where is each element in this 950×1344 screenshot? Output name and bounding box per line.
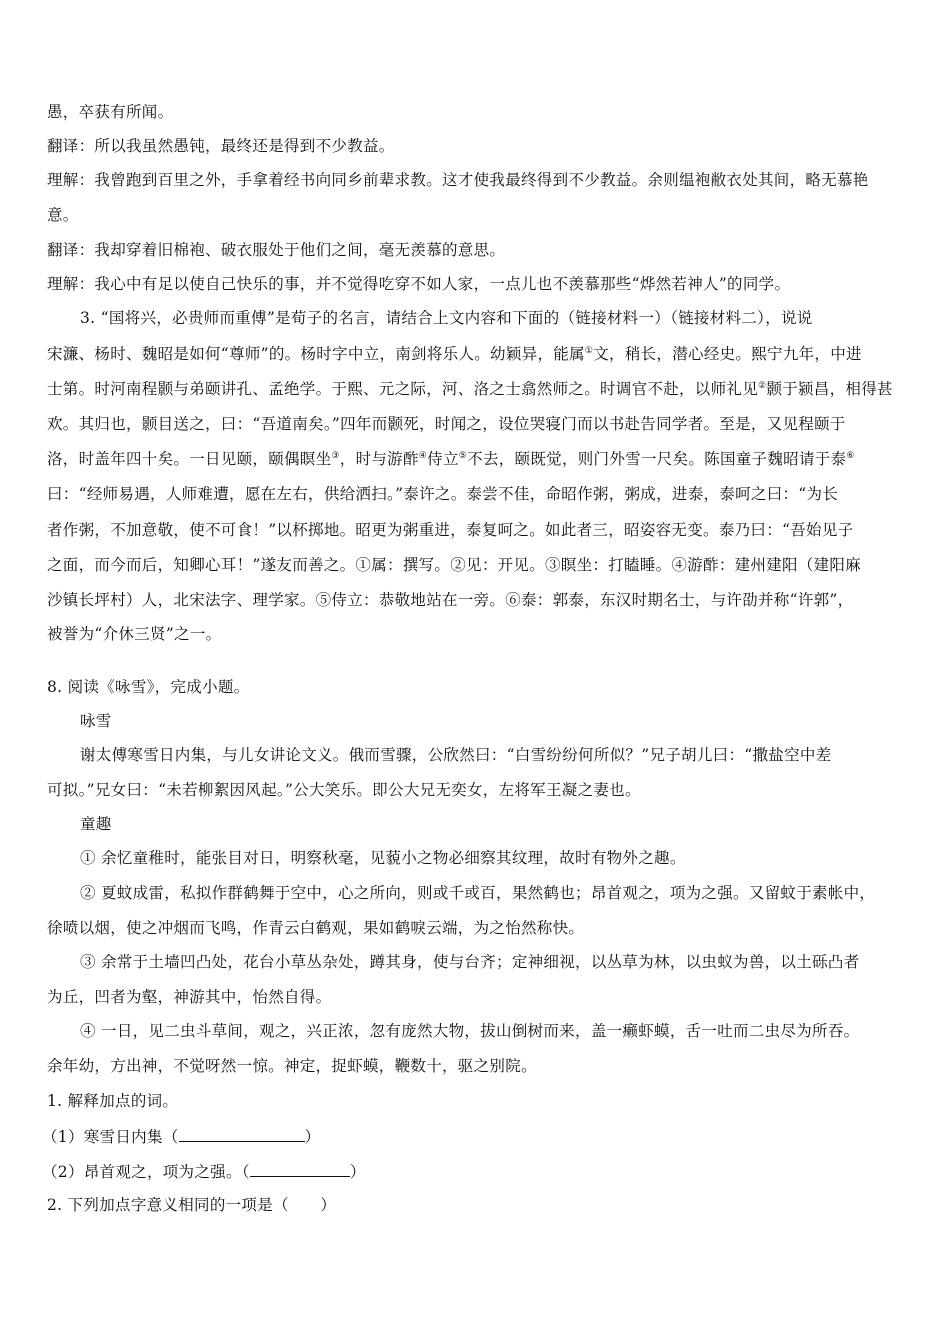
question-8-heading: 8. 阅读《咏雪》，完成小题。 bbox=[47, 678, 250, 696]
tongqu-paragraph-1: ① 余忆童稚时，能张目对日，明察秋毫，见藐小之物必细察其纹理，故时有物外之趣。 bbox=[80, 849, 686, 867]
footnote-marker: ⑤ bbox=[458, 450, 468, 461]
question-3-footnote-line: 之面，而今而后，知卿心耳！”遂友而善之。①属：撰写。②见：开见。③瞑坐：打瞌睡。④游酢：建州建阳（建阳麻 bbox=[47, 556, 862, 574]
understanding-line: 理解：我曾跑到百里之外，手拿着经书向同乡前辈求教。这才使我最终得到不少教益。余则缊袍敝衣处其间，略无慕艳 bbox=[47, 171, 869, 189]
tongqu-paragraph-4: ④ 一日，见二虫斗草间，观之，兴正浓，忽有庞然大物，拔山倒树而来，盖一癞虾蟆，舌一吐而二虫尽为所吞。 bbox=[80, 1022, 860, 1040]
text-segment: 侍立 bbox=[427, 450, 459, 468]
sub-question-1-label: 1. 解释加点的词。 bbox=[47, 1092, 179, 1110]
sub-question-1-item-2 bbox=[42, 1160, 366, 1182]
tongqu-paragraph-2-cont: 徐喷以烟，使之冲烟而飞鸣，作青云白鹤观，果如鹤唳云端，为之怡然称快。 bbox=[47, 919, 585, 937]
answer-blank[interactable] bbox=[179, 1125, 305, 1142]
question-3-text-line bbox=[47, 449, 855, 469]
translation-line: 翻译：我却穿着旧棉袍、破衣服处于他们之间，毫无羡慕的意思。 bbox=[47, 241, 506, 259]
answer-blank[interactable] bbox=[250, 1160, 350, 1177]
tongqu-paragraph-2: ② 夏蚊成雷，私拟作群鹤舞于空中，心之所向，则或千或百，果然鹤也；昂首观之，项为之强。又留蚊于素帐中， bbox=[80, 884, 876, 902]
passage-title-yongxue: 咏雪 bbox=[80, 712, 112, 730]
text-segment: 不去，颐既觉，则门外雪一尺矣。陈国童子魏昭请于泰 bbox=[467, 450, 847, 468]
question-3-footnote-line: 被誉为“介休三贤”之一。 bbox=[47, 625, 222, 643]
item-text: （1）寒雪日内集（ bbox=[42, 1128, 179, 1146]
question-3-text-line: 欢。其归也，颢目送之，曰：“吾道南矣。”四年而颢死，时闻之，设位哭寝门而以书赴告同学者。至是，又见程颐于 bbox=[47, 415, 846, 433]
text-segment: 士第。时河南程颢与弟颐讲孔、孟绝学。于熙、元之际，河、洛之士翕然师之。时调官不赴，以师礼见 bbox=[47, 380, 759, 398]
understanding-line: 理解：我心中有足以使自己快乐的事，并不觉得吃穿不如人家，一点儿也不羡慕那些“烨然若神人”的同学。 bbox=[47, 275, 791, 293]
translation-line: 翻译：所以我虽然愚钝，最终还是得到不少教益。 bbox=[47, 137, 395, 155]
footnote-marker: ④ bbox=[418, 450, 428, 461]
passage-title-tongqu: 童趣 bbox=[80, 815, 112, 833]
question-3-prompt: 3. “国将兴，必贵师而重傅”是荀子的名言，请结合上文内容和下面的（链接材料一）（链接材料二），说说 bbox=[80, 309, 813, 327]
text-segment: 颢于颍昌，相得甚 bbox=[766, 380, 893, 398]
question-3-footnote-line: 沙镇长坪村）人，北宋法字、理学家。⑤侍立：恭敬地站在一旁。⑥泰：郭泰，东汉时期名士，与许劭并称“许郭”， bbox=[47, 591, 854, 609]
footnote-marker: ③ bbox=[331, 450, 340, 461]
sub-question-1-item-1 bbox=[42, 1125, 320, 1147]
sub-question-2-label: 2. 下列加点字意义相同的一项是（ ） bbox=[47, 1196, 337, 1214]
item-text: ） bbox=[349, 1163, 366, 1181]
text-line: 愚，卒获有所闻。 bbox=[47, 103, 174, 121]
text-segment: ，时与游酢 bbox=[339, 450, 419, 468]
text-segment: 洛，时盖年四十矣。一日见颐，颐偶瞑坐 bbox=[47, 450, 332, 468]
question-3-text-line: 者作粥，不加意敬，使不可食！”以杯掷地。昭更为粥重进，泰复呵之。如此者三，昭姿容无变。泰乃曰：“吾始见子 bbox=[47, 521, 854, 539]
yongxue-text-line: 谢太傅寒雪日内集，与儿女讲论文义。俄而雪骤，公欣然曰：“白雪纷纷何所似？”兄子胡儿曰：“撒盐空中差 bbox=[80, 746, 832, 764]
tongqu-paragraph-4-cont: 余年幼，方出神，不觉呀然一惊。神定，捉虾蟆，鞭数十，驱之别院。 bbox=[47, 1057, 537, 1075]
tongqu-paragraph-3-cont: 为丘，凹者为壑，神游其中，怡然自得。 bbox=[47, 988, 332, 1006]
footnote-marker: ⑥ bbox=[846, 450, 855, 461]
text-segment: 文，稍长，潜心经史。熙宁九年，中进 bbox=[593, 345, 862, 363]
question-3-text-line bbox=[47, 344, 862, 364]
footnote-marker: ① bbox=[584, 345, 594, 356]
tongqu-paragraph-3: ③ 余常于土墙凹凸处，花台小草丛杂处，蹲其身，使与台齐；定神细视，以丛草为林，以虫蚁为兽，以土砾凸者 bbox=[80, 953, 860, 971]
footnote-marker: ② bbox=[758, 380, 767, 391]
yongxue-text-line: 可拟。”兄女曰：“未若柳絮因风起。”公大笑乐。即公大兄无奕女，左将军王凝之妻也。 bbox=[47, 781, 641, 799]
item-text: ） bbox=[304, 1128, 321, 1146]
text-segment: 宋濂、杨时、魏昭是如何“尊师”的。杨时字中立，南剑将乐人。幼颖异，能属 bbox=[47, 345, 585, 363]
question-3-text-line bbox=[47, 379, 893, 399]
item-text: （2）昂首观之，项为之强。（ bbox=[42, 1163, 250, 1181]
text-line: 意。 bbox=[47, 206, 79, 224]
question-3-text-line: 曰：“经师易遇，人师难遭，愿在左右，供给洒扫。”泰许之。泰尝不佳，命昭作粥，粥成，进泰，泰呵之曰：“为长 bbox=[47, 485, 839, 503]
